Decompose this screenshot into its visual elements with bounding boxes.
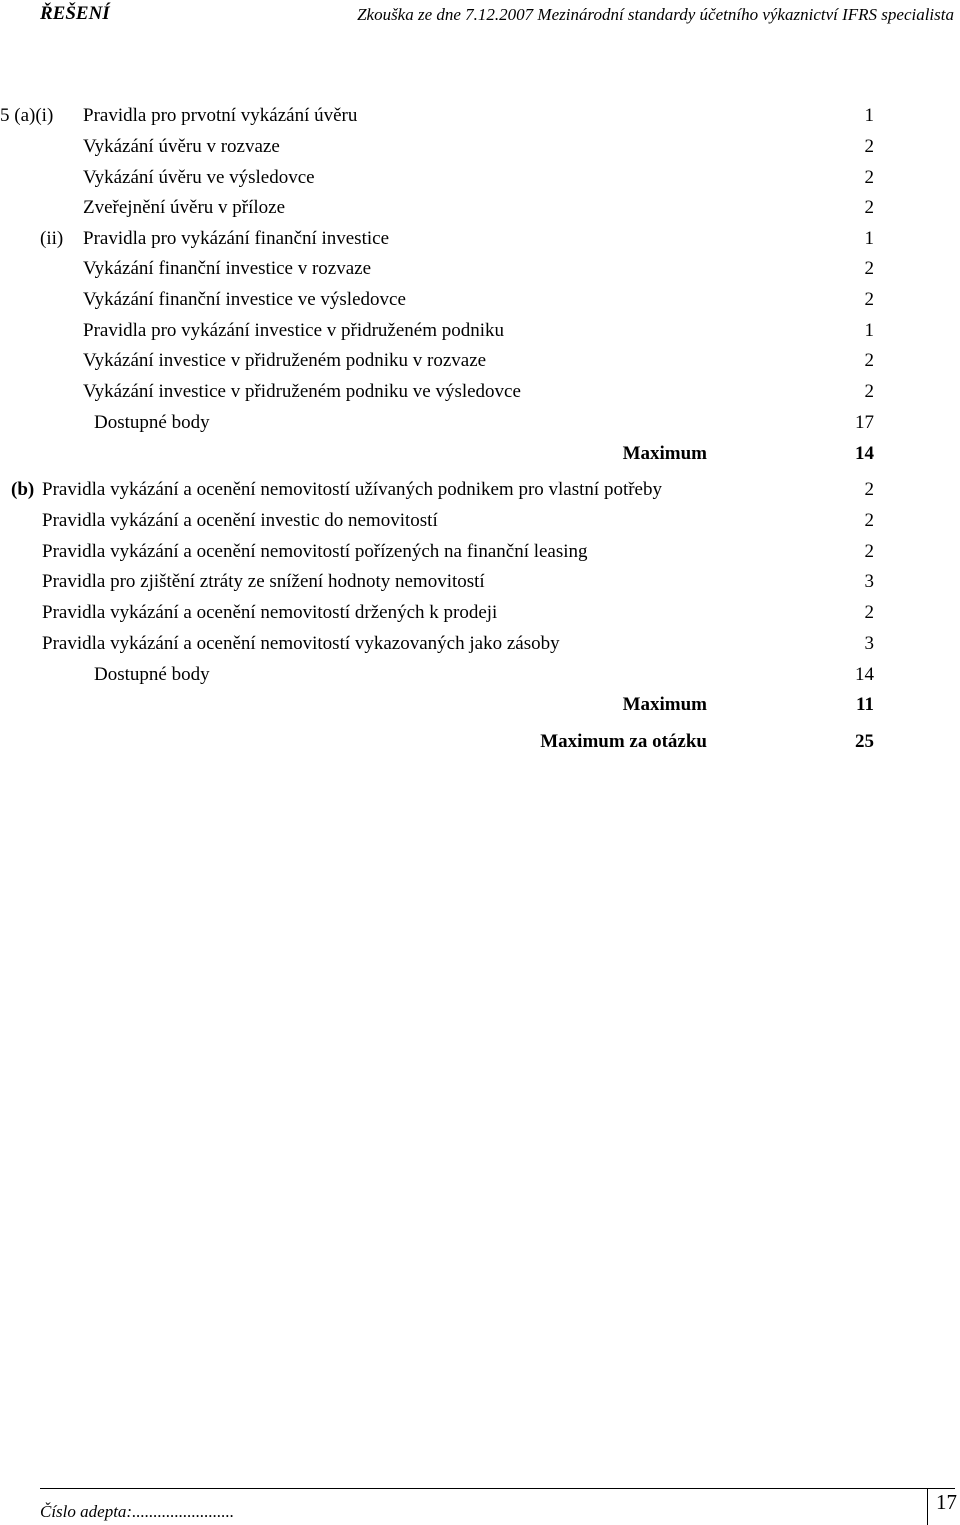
criterion-text: Pravidla pro vykázání finanční investice — [83, 228, 390, 249]
header-exam-title: Zkouška ze dne 7.12.2007 Mezinárodní standardy účetního výkaznictví IFRS specialista — [357, 5, 954, 24]
criterion-points: 3 — [864, 571, 874, 592]
criterion-points: 2 — [864, 258, 874, 279]
criterion-points: 1 — [864, 105, 874, 126]
criterion-points: 2 — [864, 541, 874, 562]
available-points-label: Dostupné body — [94, 412, 210, 433]
candidate-number-field: Číslo adepta:........................ — [40, 1502, 235, 1521]
available-points-value: 17 — [855, 412, 874, 433]
criterion-points: 2 — [864, 381, 874, 402]
criterion-points: 3 — [864, 633, 874, 654]
criterion-text: Pravidla pro vykázání investice v přidruženém podniku — [83, 320, 505, 341]
label-question-5a-i: 5 (a)(i) — [0, 105, 54, 126]
criterion-points: 1 — [864, 228, 874, 249]
label-question-b: (b) — [11, 479, 35, 500]
footer-divider — [40, 1488, 955, 1489]
criterion-points: 2 — [864, 510, 874, 531]
maximum-value: 11 — [856, 694, 874, 715]
footer-vertical-divider — [927, 1488, 928, 1525]
maximum-label: Maximum — [622, 694, 707, 715]
criterion-points: 2 — [864, 167, 874, 188]
label-question-ii: (ii) — [40, 228, 64, 249]
criterion-points: 2 — [864, 479, 874, 500]
criterion-text: Vykázání investice v přidruženém podniku v rozvaze — [83, 350, 487, 371]
criterion-text: Pravidla pro zjištění ztráty ze snížení hodnoty nemovitostí — [42, 571, 485, 592]
criterion-points: 2 — [864, 602, 874, 623]
criterion-points: 2 — [864, 197, 874, 218]
criterion-text: Vykázání úvěru v rozvaze — [83, 136, 280, 157]
criterion-text: Vykázání finanční investice v rozvaze — [83, 258, 372, 279]
maximum-label: Maximum — [622, 443, 707, 464]
header-solution-label: ŘEŠENÍ — [40, 3, 110, 24]
criterion-points: 2 — [864, 350, 874, 371]
criterion-text: Pravidla pro prvotní vykázání úvěru — [83, 105, 358, 126]
criterion-text: Pravidla vykázání a ocenění investic do nemovitostí — [42, 510, 438, 531]
criterion-text: Vykázání úvěru ve výsledovce — [83, 167, 315, 188]
maximum-value: 14 — [855, 443, 874, 464]
criterion-text: Pravidla vykázání a ocenění nemovitostí pořízených na finanční leasing — [42, 541, 588, 562]
page-number: 17 — [936, 1490, 957, 1514]
criterion-points: 2 — [864, 289, 874, 310]
criterion-text: Vykázání investice v přidruženém podniku ve výsledovce — [83, 381, 521, 402]
criterion-points: 1 — [864, 320, 874, 341]
available-points-label: Dostupné body — [94, 664, 210, 685]
question-maximum-label: Maximum za otázku — [540, 731, 707, 752]
criterion-text: Pravidla vykázání a ocenění nemovitostí držených k prodeji — [42, 602, 498, 623]
criterion-text: Pravidla vykázání a ocenění nemovitostí vykazovaných jako zásoby — [42, 633, 560, 654]
criterion-text: Pravidla vykázání a ocenění nemovitostí užívaných podnikem pro vlastní potřeby — [42, 479, 662, 500]
available-points-value: 14 — [855, 664, 874, 685]
criterion-points: 2 — [864, 136, 874, 157]
question-maximum-value: 25 — [855, 731, 874, 752]
criterion-text: Zveřejnění úvěru v příloze — [83, 197, 286, 218]
criterion-text: Vykázání finanční investice ve výsledovce — [83, 289, 406, 310]
